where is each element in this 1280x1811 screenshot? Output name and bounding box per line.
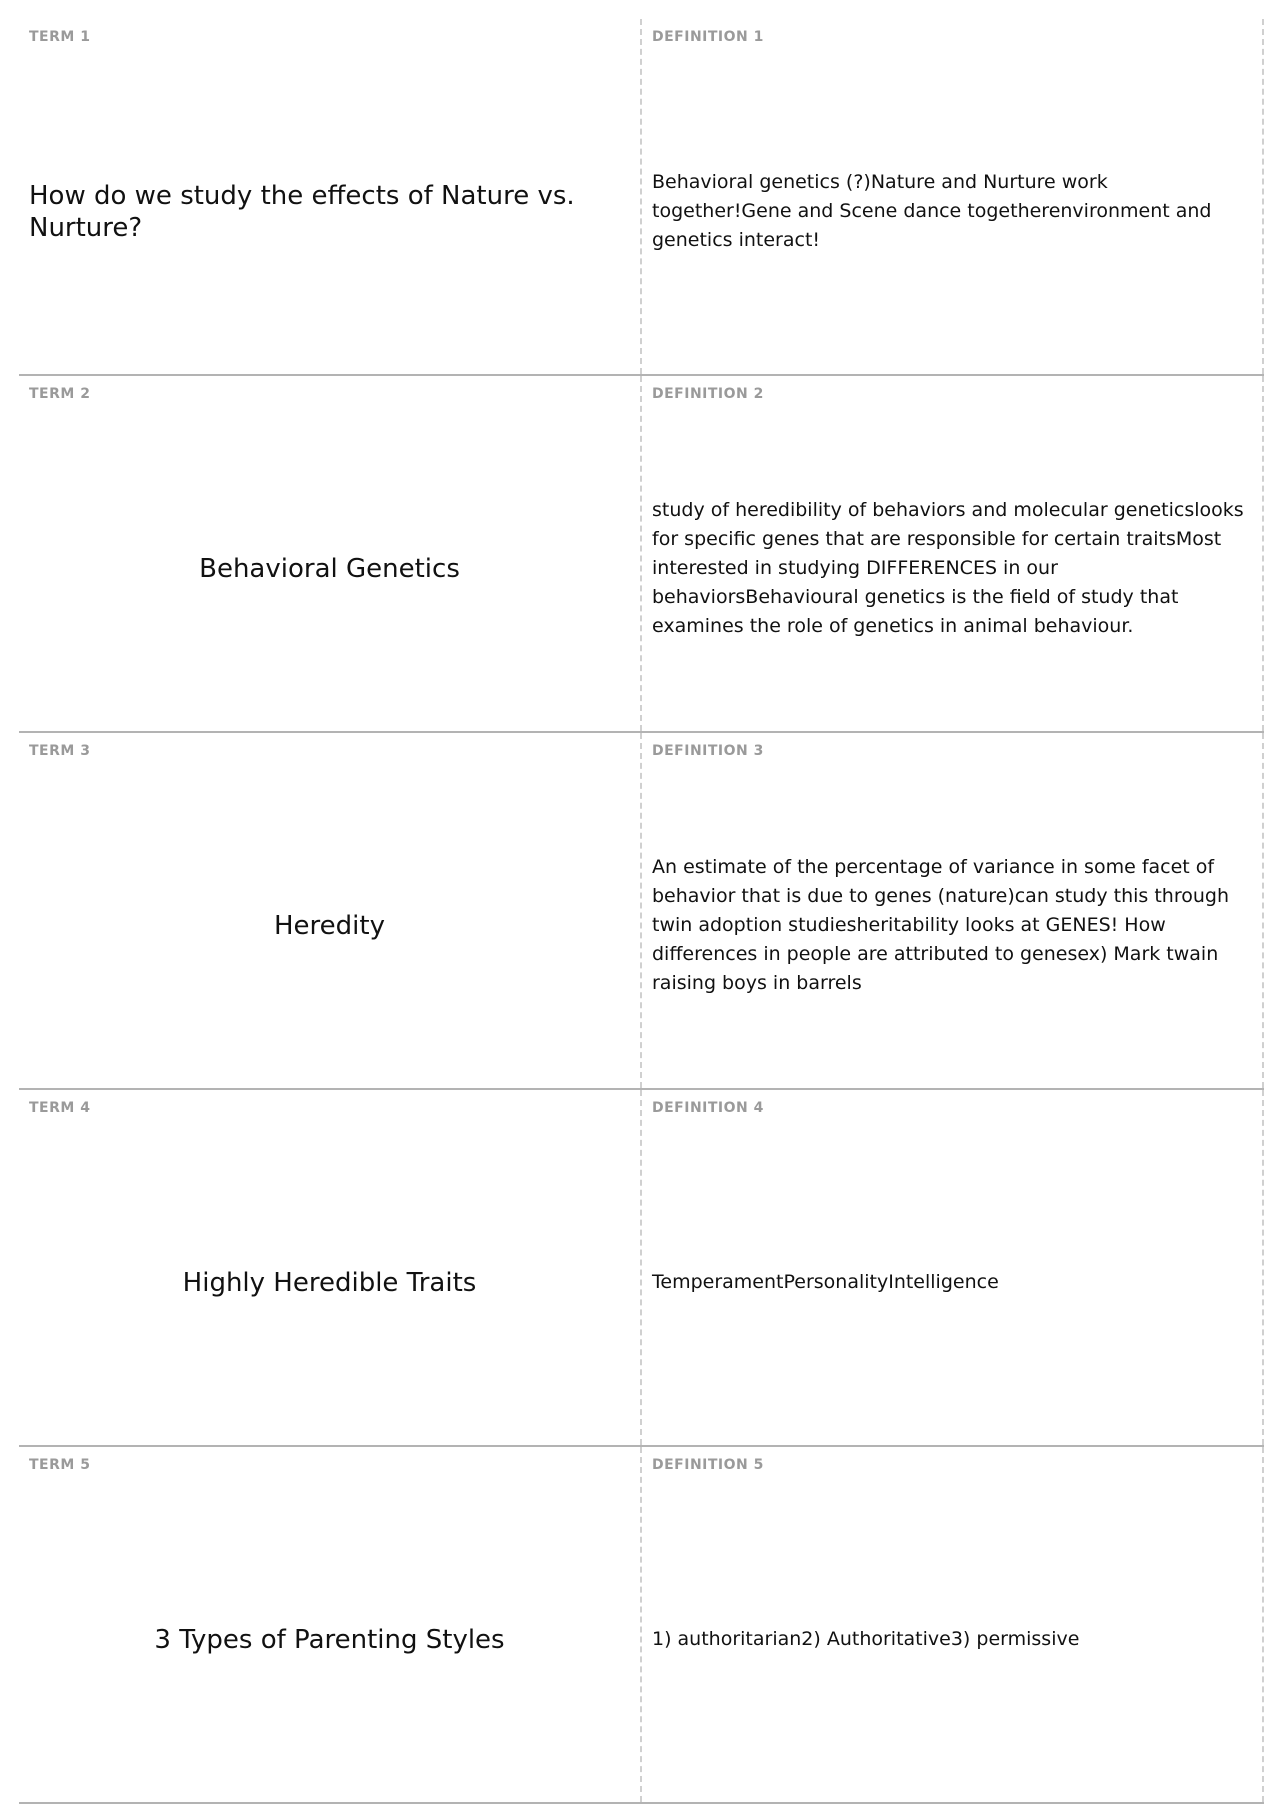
definition-text: 1) authoritarian2) Authoritative3) permissive — [652, 1628, 1080, 1650]
definition-text-wrap — [652, 416, 1250, 721]
definition-text-wrap — [652, 773, 1250, 1078]
term-text: How do we study the effects of Nature vs. Nurture? — [29, 180, 575, 243]
term-cell — [19, 19, 642, 374]
definition-cell — [642, 733, 1264, 1088]
definition-text: study of heredibility of behaviors and molecular geneticslooks for specific genes that are responsible for certain traitsMost interested in studying DIFFERENCES in our behaviorsBehavioural genetics is the field of study that examines the role of genetics in animal behaviour. — [652, 499, 1244, 637]
card-row-2 — [19, 376, 1264, 733]
term-text: Behavioral Genetics — [199, 553, 460, 584]
definition-cell — [642, 376, 1264, 731]
term-cell — [19, 1090, 642, 1445]
definition-label: DEFINITION 4 — [652, 1100, 764, 1116]
definition-cell — [642, 1447, 1264, 1802]
term-cell — [19, 733, 642, 1088]
term-label: TERM 5 — [29, 1457, 91, 1473]
definition-label: DEFINITION 1 — [652, 29, 764, 45]
term-text: 3 Types of Parenting Styles — [154, 1624, 505, 1655]
definition-cell — [642, 19, 1264, 374]
definition-text-wrap — [652, 59, 1250, 364]
definition-cell — [642, 1090, 1264, 1445]
definition-text-wrap — [652, 1130, 1250, 1435]
term-cell — [19, 1447, 642, 1802]
card-row-5 — [19, 1447, 1264, 1804]
definition-text: TemperamentPersonalityIntelligence — [652, 1271, 999, 1293]
definition-text: An estimate of the percentage of variance in some facet of behavior that is due to genes (nature)can study this through twin adoption studiesheritability looks at GENES! How differences in people are attributed to genesex) Mark twain raising boys in barrels — [652, 856, 1229, 994]
definition-label: DEFINITION 5 — [652, 1457, 764, 1473]
definition-text-wrap — [652, 1487, 1250, 1792]
term-label: TERM 4 — [29, 1100, 91, 1116]
term-cell — [19, 376, 642, 731]
definition-text: Behavioral genetics (?)Nature and Nurture work together!Gene and Scene dance togetherenvironment and genetics interact! — [652, 171, 1212, 251]
term-label: TERM 1 — [29, 29, 91, 45]
card-row-4 — [19, 1090, 1264, 1447]
term-text: Highly Heredible Traits — [182, 1267, 477, 1298]
card-row-3 — [19, 733, 1264, 1090]
definition-label: DEFINITION 2 — [652, 386, 764, 402]
definition-label: DEFINITION 3 — [652, 743, 764, 759]
term-label: TERM 3 — [29, 743, 91, 759]
card-row-1 — [19, 19, 1264, 376]
term-text: Heredity — [274, 910, 385, 941]
term-label: TERM 2 — [29, 386, 91, 402]
